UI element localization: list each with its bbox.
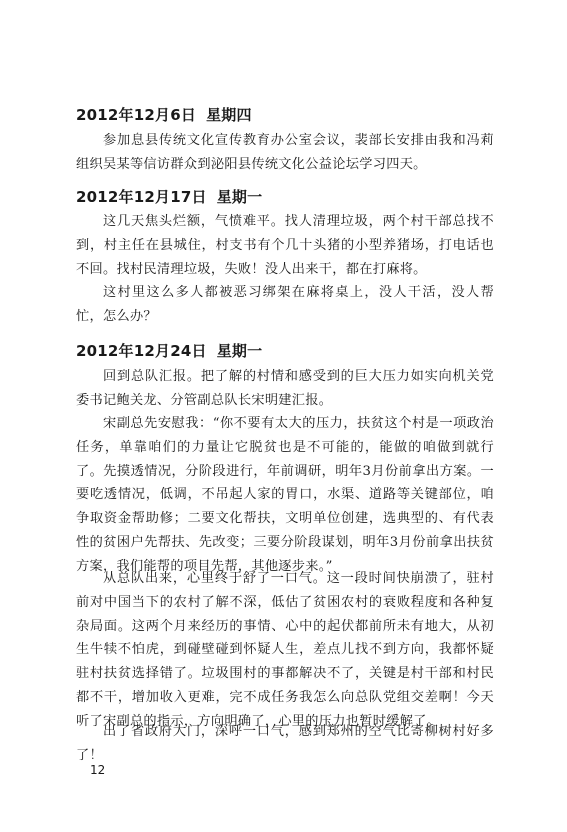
entry-heading xyxy=(76,186,262,207)
paragraph: 出了省政府大门，深呼一口气，感到郑州的空气比寄柳树村好多了！ xyxy=(76,724,494,763)
paragraph: 从总队出来，心里终于舒了一口气。这一段时间快崩溃了，驻村前对中国当下的农村了解不深，低估了贫困农村的衰败程度和各种复杂局面。这两个月来经历的事情、心中的起伏都前所未有地大，从初生牛犊不怕虎，到碰壁碰到怀疑人生，差点儿找不到方向，我都怀疑驻村扶贫选择错了。垃圾围村的事都解决不了，关键是村干部和村民都不干，增加收入更难，完不成任务我怎么向总队党组交差啊！今天听了宋副总的指示，方向明确了，心里的压力也暂时缓解了。 xyxy=(76,571,494,729)
entry-weekday: 星期一 xyxy=(216,188,263,206)
entry-date: 2012年12月6日 xyxy=(76,106,197,124)
paragraph: 宋副总先安慰我：“你不要有太大的压力，扶贫这个村是一项政治任务，单靠咱们的力量让它脱贫也是不可能的，能做的咱做到就行了。先摸透情况，分阶段进行，年前调研，明年3月份前拿出方案。一要吃透情况，低调，不吊起人家的胃口，水渠、道路等关键部位，咱争取资金帮助修；二要文化帮扶，文明单位创建，选典型的、有代表性的贫困户先帮扶、先改变；三要分阶段谋划，明年3月份前拿出扶贫方案，我们能帮的项目先帮，其他逐步来。” xyxy=(76,416,494,574)
entry-heading xyxy=(76,340,262,361)
paragraph: 参加息县传统文化宣传教育办公室会议，裴部长安排由我和冯莉组织吴某等信访群众到泌阳县传统文化公益论坛学习四天。 xyxy=(76,133,494,172)
paragraph: 回到总队汇报。把了解的村情和感受到的巨大压力如实向机关党委书记鲍关龙、分管副总队长宋明建汇报。 xyxy=(76,369,494,408)
entry-heading xyxy=(76,104,252,125)
entry-date: 2012年12月17日 xyxy=(76,188,207,206)
paragraph: 这村里这么多人都被恶习绑架在麻将桌上，没人干活，没人帮忙，怎么办？ xyxy=(76,285,494,324)
entry-date: 2012年12月24日 xyxy=(76,342,207,360)
entry-weekday: 星期四 xyxy=(206,106,252,124)
paragraph: 这几天焦头烂额，气愤难平。找人清理垃圾，两个村干部总找不到，村主任在县城住，村支书有个几十头猪的小型养猪场，打电话也不回。找村民清理垃圾，失败！没人出来干，都在打麻将。 xyxy=(76,214,494,277)
entry-weekday: 星期一 xyxy=(216,342,263,360)
page-number: 12 xyxy=(90,763,106,777)
